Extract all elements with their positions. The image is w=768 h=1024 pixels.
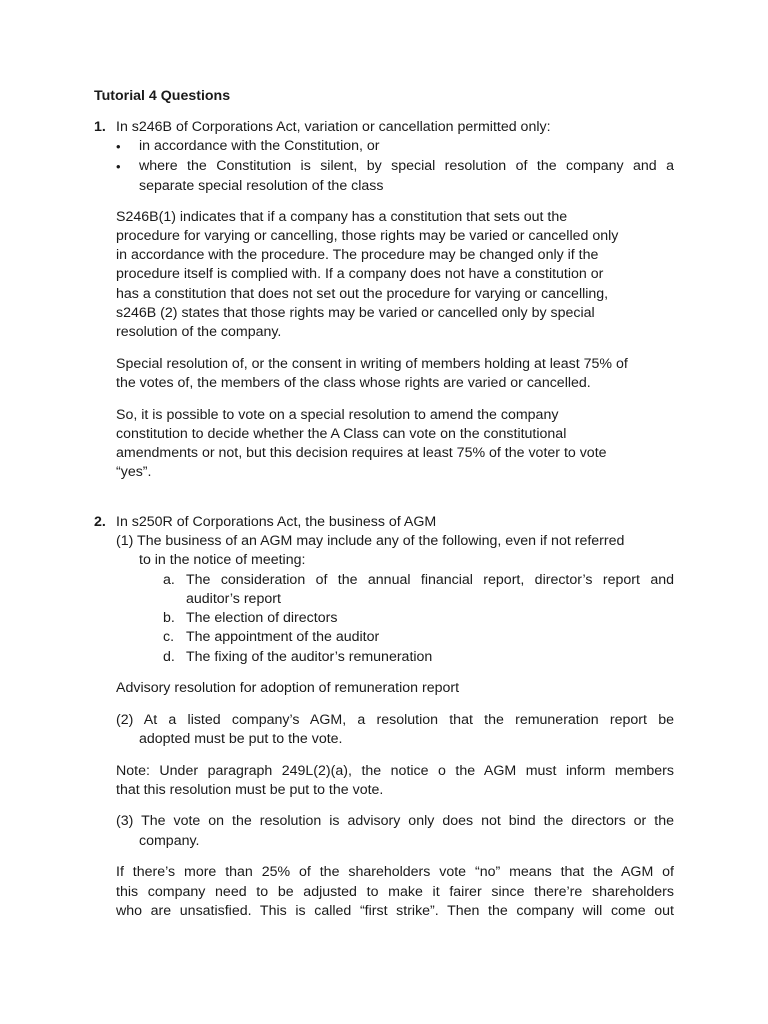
- q2-intro: In s250R of Corporations Act, the business of AGM: [116, 514, 437, 530]
- q1-para3-line-1: So, it is possible to vote on a special resolution to amend the company: [116, 407, 559, 423]
- q1-para1-line-5: has a constitution that does not set out the procedure for varying or cancelling,: [116, 286, 609, 302]
- question-1-number: 1.: [94, 119, 106, 135]
- q1-bullet-2: where the Constitution is silent, by special resolution of the company and a: [139, 158, 674, 174]
- q1-intro: In s246B of Corporations Act, variation or cancellation permitted only:: [116, 119, 551, 135]
- q2-subitem-d-line-1: The fixing of the auditor’s remuneration: [186, 649, 433, 665]
- q2-final-line-2: this company need to be adjusted to make it fairer since there’re shareholders: [116, 884, 674, 900]
- q2-subitem-a-label: a.: [163, 572, 175, 588]
- q2-advisory-heading: Advisory resolution for adoption of remuneration report: [116, 680, 460, 696]
- q1-bullet-2-cont: separate special resolution of the class: [139, 178, 384, 194]
- q1-bullet-glyph-2: •: [116, 159, 121, 174]
- q2-item2-line-2: adopted must be put to the vote.: [139, 731, 343, 747]
- q1-para1-line-3: in accordance with the procedure. The procedure may be changed only if the: [116, 247, 599, 263]
- q2-subitem-a-line-1: The consideration of the annual financial report, director’s report and: [186, 572, 674, 588]
- q2-item3-line-1: (3) The vote on the resolution is advisory only does not bind the directors or the: [116, 813, 674, 829]
- q2-note-line-1: Note: Under paragraph 249L(2)(a), the notice o the AGM must inform members: [116, 763, 674, 779]
- q1-para1-line-1: S246B(1) indicates that if a company has a constitution that sets out the: [116, 209, 568, 225]
- q2-final-line-3: who are unsatisfied. This is called “first strike”. Then the company will come out: [116, 903, 674, 919]
- q2-subitem-d-label: d.: [163, 649, 175, 665]
- q1-para1-line-6: s246B (2) states that those rights may be varied or cancelled only by special: [116, 305, 595, 321]
- q1-para1-line-4: procedure itself is complied with. If a company does not have a constitution or: [116, 266, 604, 282]
- q1-bullet-glyph-1: •: [116, 139, 121, 154]
- q2-subitem-c-label: c.: [163, 629, 175, 645]
- q1-para3-line-4: “yes”.: [116, 464, 152, 480]
- q1-para1-line-2: procedure for varying or cancelling, those rights may be varied or cancelled only: [116, 228, 619, 244]
- page-title: Tutorial 4 Questions: [94, 88, 231, 104]
- q1-para3-line-2: constitution to decide whether the A Class can vote on the constitutional: [116, 426, 567, 442]
- q1-para3-line-3: amendments or not, but this decision requires at least 75% of the voter to vote: [116, 445, 607, 461]
- q2-note-line-2: that this resolution must be put to the vote.: [116, 782, 384, 798]
- q1-bullet-1: in accordance with the Constitution, or: [139, 138, 380, 154]
- q2-subitem-a-line-2: auditor’s report: [186, 591, 281, 607]
- q2-item2-line-1: (2) At a listed company’s AGM, a resolution that the remuneration report be: [116, 712, 674, 728]
- q2-item3-line-2: company.: [139, 833, 200, 849]
- q1-para2-line-2: the votes of, the members of the class whose rights are varied or cancelled.: [116, 375, 591, 391]
- question-2-number: 2.: [94, 514, 106, 530]
- q2-item1-line-2: to in the notice of meeting:: [139, 552, 306, 568]
- q2-item1-line-1: (1) The business of an AGM may include any of the following, even if not referred: [116, 533, 625, 549]
- q2-subitem-b-label: b.: [163, 610, 175, 626]
- q1-para1-line-7: resolution of the company.: [116, 324, 282, 340]
- q1-para2-line-1: Special resolution of, or the consent in writing of members holding at least 75% of: [116, 356, 628, 372]
- q2-subitem-b-line-1: The election of directors: [186, 610, 338, 626]
- q2-subitem-c-line-1: The appointment of the auditor: [186, 629, 380, 645]
- q2-final-line-1: If there’s more than 25% of the shareholders vote “no” means that the AGM of: [116, 864, 674, 880]
